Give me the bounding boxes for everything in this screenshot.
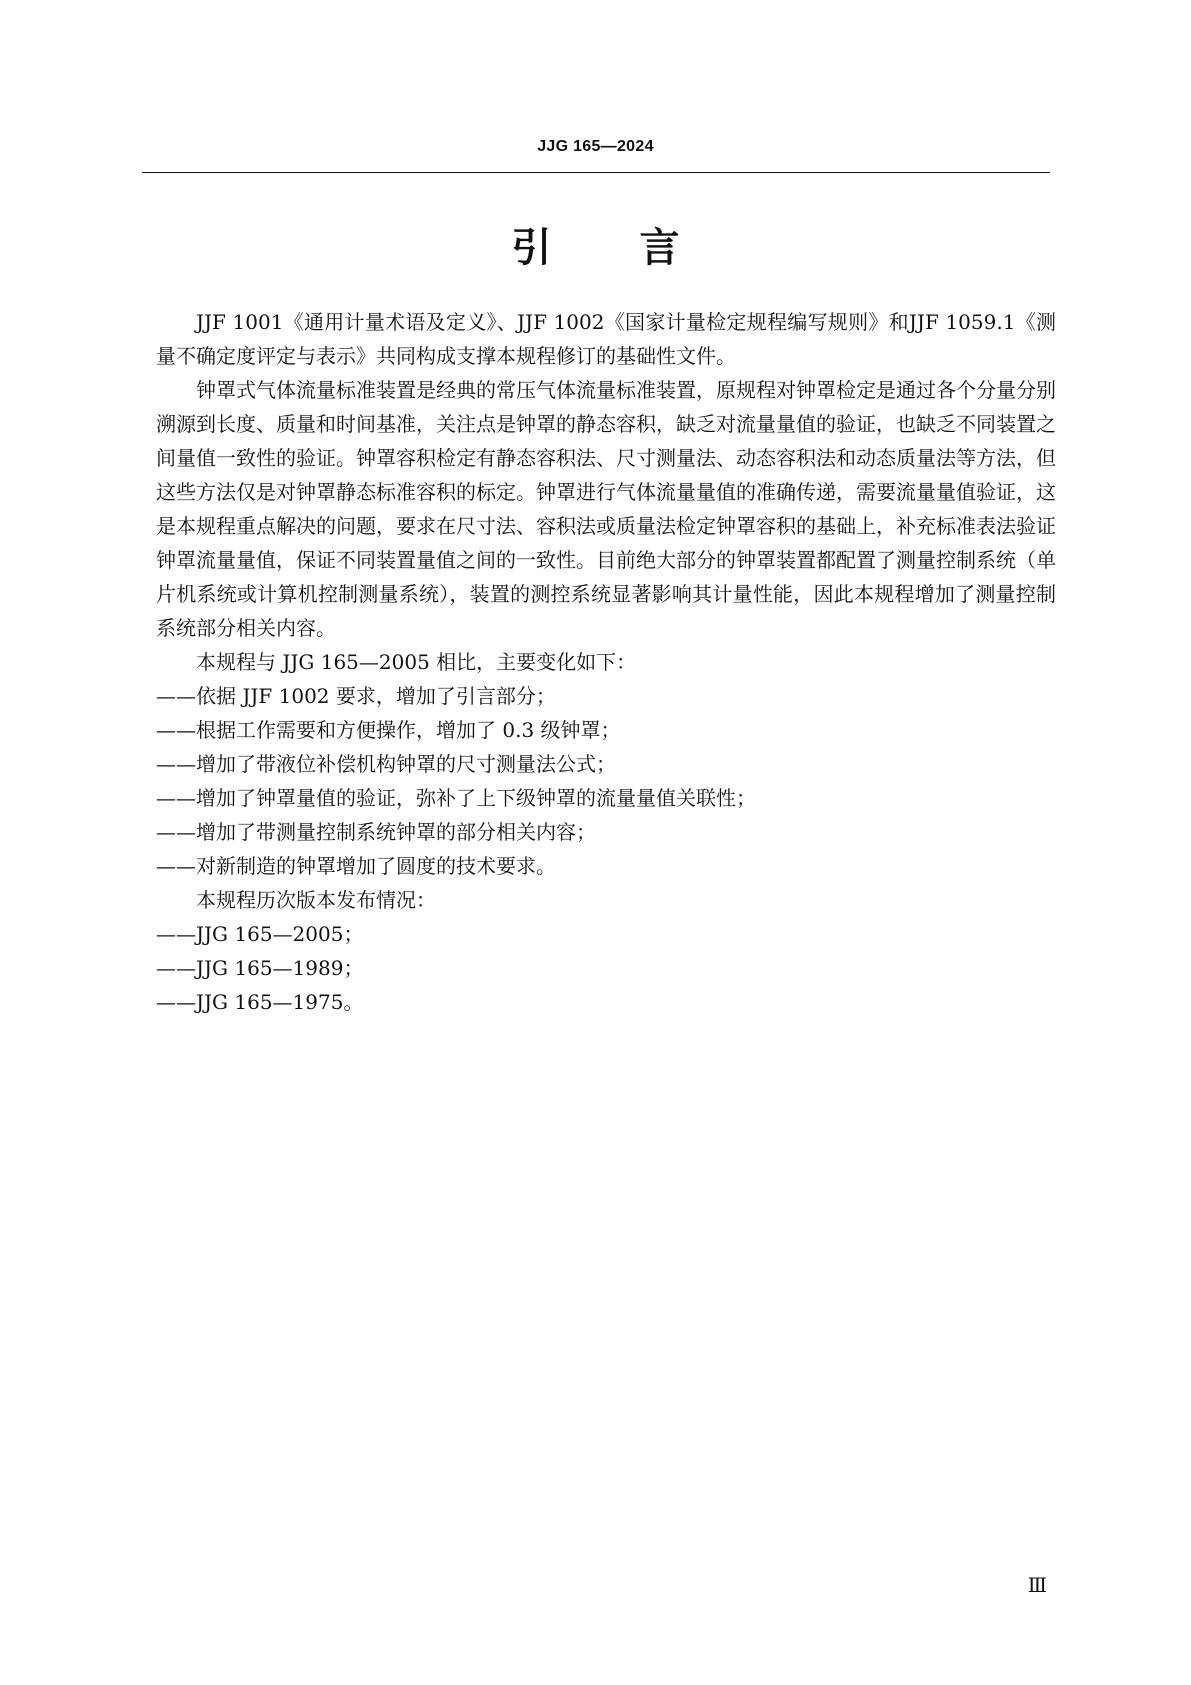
paragraph-basis-documents: JJF 1001《通用计量术语及定义》、JJF 1002《国家计量检定规程编写规则》和JJF 1059.1《测量不确定度评定与表示》共同构成支撑本规程修订的基础性文件。	[156, 310, 1056, 368]
header-divider	[142, 172, 1050, 173]
page-title	[0, 220, 1191, 276]
document-code-header: JJG 165—2024	[537, 138, 654, 155]
page-number: Ⅲ	[1027, 1573, 1047, 1597]
history-item: ——JJG 165—1989；	[156, 956, 364, 980]
history-intro: 本规程历次版本发布情况：	[196, 888, 436, 912]
history-item: ——JJG 165—1975。	[156, 990, 364, 1014]
body-content	[156, 305, 1056, 1019]
change-item: ——增加了带液位补偿机构钟罩的尺寸测量法公式；	[156, 752, 616, 776]
change-item: ——依据 JJF 1002 要求，增加了引言部分；	[156, 684, 556, 708]
change-item: ——根据工作需要和方便操作，增加了 0.3 级钟罩；	[156, 718, 621, 742]
change-item: ——对新制造的钟罩增加了圆度的技术要求。	[156, 854, 556, 878]
title-char-1: 引	[511, 225, 552, 271]
title-char-2: 言	[639, 225, 680, 271]
change-item: ——增加了带测量控制系统钟罩的部分相关内容；	[156, 820, 596, 844]
changes-intro: 本规程与 JJG 165—2005 相比，主要变化如下：	[196, 650, 637, 674]
history-item: ——JJG 165—2005；	[156, 922, 364, 946]
paragraph-background: 钟罩式气体流量标准装置是经典的常压气体流量标准装置，原规程对钟罩检定是通过各个分量分别溯源到长度、质量和时间基准，关注点是钟罩的静态容积，缺乏对流量量值的验证，也缺乏不同装置之间量值一致性的验证。钟罩容积检定有静态容积法、尺寸测量法、动态容积法和动态质量法等方法，但这些方法仅是对钟罩静态标准容积的标定。钟罩进行气体流量量值的准确传递，需要流量量值验证，这是本规程重点解决的问题，要求在尺寸法、容积法或质量法检定钟罩容积的基础上，补充标准表法验证钟罩流量量值，保证不同装置量值之间的一致性。目前绝大部分的钟罩装置都配置了测量控制系统（单片机系统或计算机控制测量系统），装置的测控系统显著影响其计量性能，因此本规程增加了测量控制系统部分相关内容。	[156, 378, 1056, 640]
change-item: ——增加了钟罩量值的验证，弥补了上下级钟罩的流量量值关联性；	[156, 786, 756, 810]
